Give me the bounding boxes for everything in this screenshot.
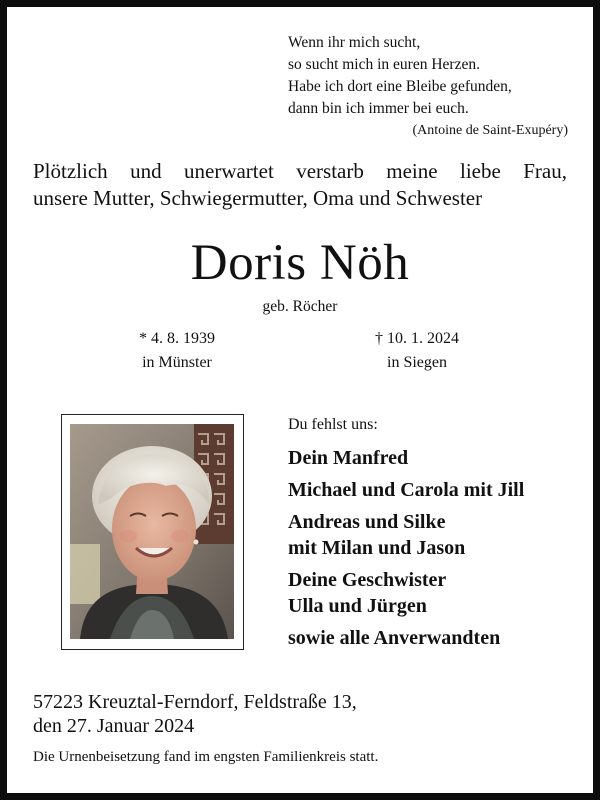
- mourner-line: Deine Geschwister: [288, 569, 447, 591]
- death-date: † 10. 1. 2024: [375, 330, 459, 347]
- mourner-group: [288, 567, 578, 619]
- death-info: [327, 327, 507, 375]
- birth-info: [87, 327, 267, 375]
- announcement-line-1: Plötzlich und unerwartet verstarb meine liebe Frau,: [33, 159, 567, 183]
- mourner-line: sowie alle Anverwandten: [288, 627, 501, 649]
- poem-line-4: dann bin ich immer bei euch.: [288, 100, 469, 117]
- mourner-line: Michael und Carola mit Jill: [288, 479, 525, 501]
- mourner-line: mit Milan und Jason: [288, 537, 466, 559]
- portrait-frame: [61, 414, 244, 650]
- poem-author: (Antoine de Saint-Exupéry): [412, 123, 568, 138]
- birth-place: in Münster: [142, 354, 212, 371]
- poem-line-3: Habe ich dort eine Bleibe gefunden,: [288, 78, 512, 95]
- poem-quote: [288, 32, 578, 141]
- mourner-line: Ulla und Jürgen: [288, 595, 427, 617]
- deceased-name: Doris Nöh: [190, 235, 410, 291]
- date-line: den 27. Januar 2024: [33, 715, 195, 737]
- mourners-heading: Du fehlst uns:: [288, 416, 378, 433]
- mourner-line: Andreas und Silke: [288, 511, 446, 533]
- address-block: [33, 690, 573, 738]
- poem-line-2: so sucht mich in euren Herzen.: [288, 56, 480, 73]
- mourner-group: [288, 509, 578, 561]
- announcement-line-2: unsere Mutter, Schwiegermutter, Oma und Schwester: [33, 186, 483, 210]
- mourner-group: [288, 445, 578, 471]
- portrait-photo: [70, 424, 234, 639]
- mourner-line: Dein Manfred: [288, 447, 409, 469]
- announcement-text: [33, 158, 567, 212]
- mourners-list: [288, 445, 578, 657]
- portrait-image: [70, 424, 234, 639]
- mourner-group: [288, 625, 578, 651]
- birth-date: * 4. 8. 1939: [139, 330, 215, 347]
- address-line: 57223 Kreuztal-Ferndorf, Feldstraße 13,: [33, 691, 357, 713]
- maiden-name: geb. Röcher: [262, 298, 338, 315]
- death-place: in Siegen: [387, 354, 447, 371]
- poem-line-1: Wenn ihr mich sucht,: [288, 34, 421, 51]
- mourner-group: [288, 477, 578, 503]
- burial-note: Die Urnenbeisetzung fand im engsten Familienkreis statt.: [33, 749, 379, 765]
